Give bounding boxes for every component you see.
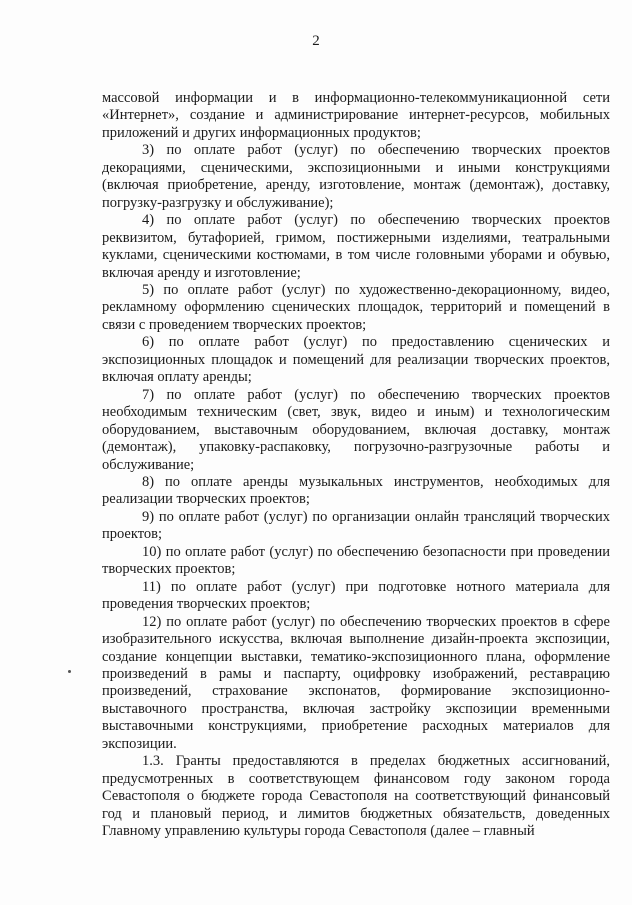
paragraph-item-8: 8) по оплате аренды музыкальных инструментов, необходимых для реализации творческих проектов; — [102, 473, 610, 508]
paragraph-item-12: 12) по оплате работ (услуг) по обеспечению творческих проектов в сфере изобразительного искусства, включая выполнение дизайн-проекта экспозиции, создание концепции выставки, тематико-экспозиционного плана, оформление произведений в рамы и паспарту, оцифровку изображений, реставрацию произведений, страхование экспонатов, формирование экспозиционно-выставочного пространства, включая застройку экспозиции временными выставочными конструкциями, приобретение расходных материалов для экспозиции. — [102, 613, 610, 752]
page-number: 2 — [312, 33, 320, 49]
paragraph-continuation: массовой информации и в информационно-телекоммуникационной сети «Интернет», создание и администрирование интернет-ресурсов, мобильных приложений и других информационных продуктов; — [102, 90, 610, 141]
paragraph-item-9: 9) по оплате работ (услуг) по организации онлайн трансляций творческих проектов; — [102, 508, 610, 543]
paragraph-item-7: 7) по оплате работ (услуг) по обеспечению творческих проектов необходимым техническим (свет, звук, видео и иным) и технологическим оборудованием, выставочным оборудованием, включая доставку, монтаж (демонтаж), упаковку-распаковку, погрузочно-разгрузочные работы и обслуживание; — [102, 386, 610, 473]
paragraph-item-6: 6) по оплате работ (услуг) по предоставлению сценических и экспозиционных площадок и помещений для реализации творческих проектов, включая оплату аренды; — [102, 334, 610, 386]
scan-speck — [68, 670, 71, 673]
paragraph-section-1-3: 1.3. Гранты предоставляются в пределах бюджетных ассигнований, предусмотренных в соответствующем финансовом году законом города Севастополя о бюджете города Севастополя на соответствующий финансовый год и плановый период, и лимитов бюджетных обязательств, доведенных Главному управлению культуры города Севастополя (далее – главный — [102, 753, 610, 840]
paragraph-item-3: 3) по оплате работ (услуг) по обеспечению творческих проектов декорациями, сценическими, экспозиционными и иными конструкциями (включая приобретение, аренду, изготовление, монтаж (демонтаж), доставку, погрузку-разгрузку и обслуживание); — [102, 142, 610, 211]
paragraph-item-4: 4) по оплате работ (услуг) по обеспечению творческих проектов реквизитом, бутафорией, гримом, постижерными изделиями, театральными куклами, сценическими костюмами, в том числе головными уборами и обувью, включая аренду и изготовление; — [102, 212, 610, 281]
paragraph-item-11: 11) по оплате работ (услуг) при подготовке нотного материала для проведения творческих проектов; — [102, 578, 610, 613]
document-body — [102, 90, 610, 840]
paragraph-item-5: 5) по оплате работ (услуг) по художественно-декорационному, видео, рекламному оформлению сценических площадок, территорий и помещений в связи с проведением творческих проектов; — [102, 281, 610, 333]
paragraph-item-10: 10) по оплате работ (услуг) по обеспечению безопасности при проведении творческих проектов; — [102, 543, 610, 578]
